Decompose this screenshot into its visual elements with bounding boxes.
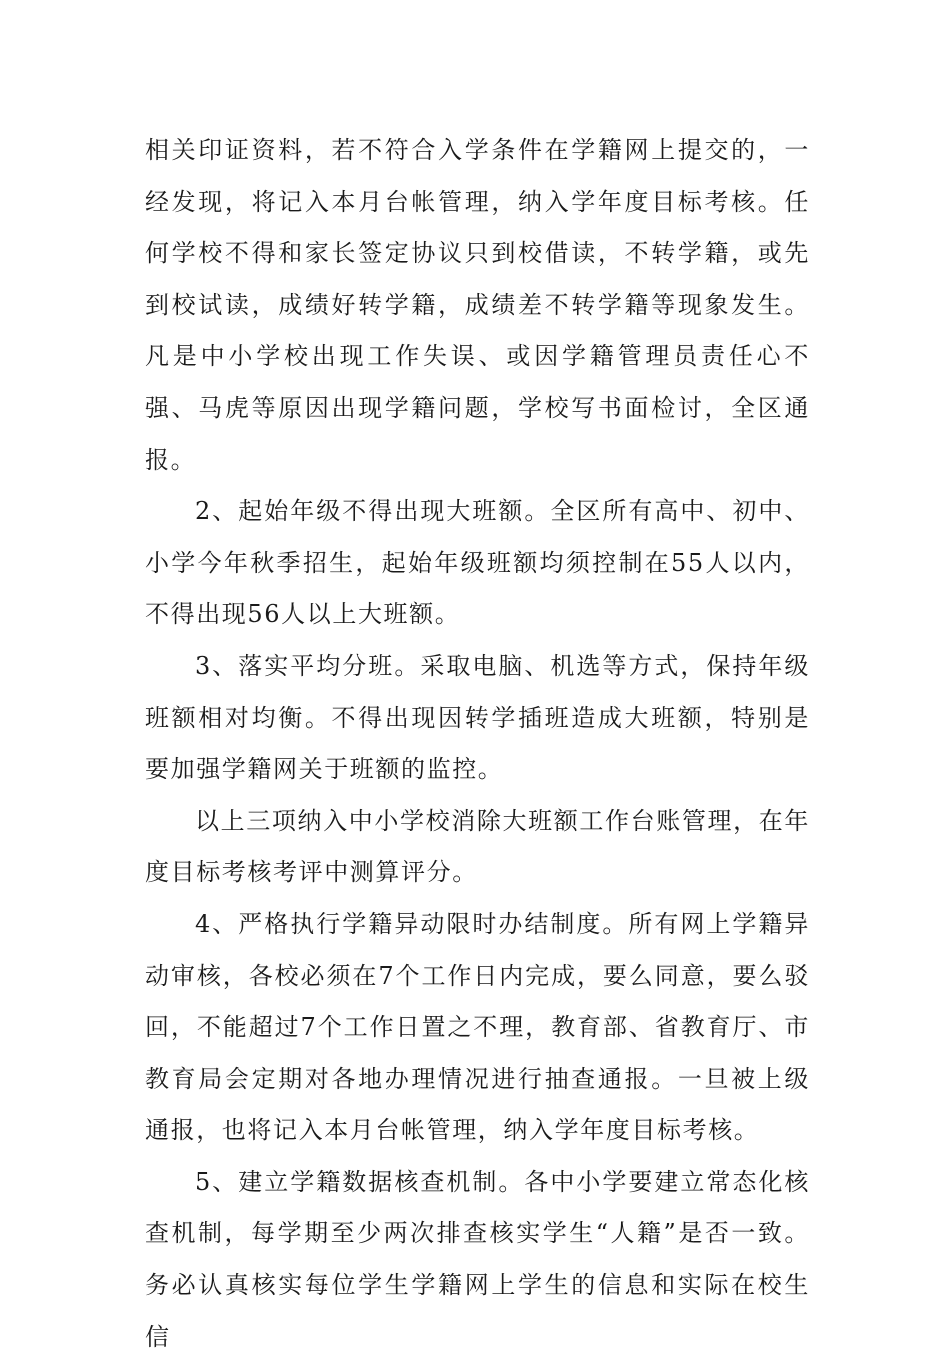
document-body (145, 125, 810, 1363)
paragraph-item-5: 5、建立学籍数据核查机制。各中小学要建立常态化核查机制，每学期至少两次排查核实学生“人籍”是否一致。务必认真核实每位学生学籍网上学生的信息和实际在校生信 (145, 1167, 810, 1351)
paragraph-continuation: 相关印证资料，若不符合入学条件在学籍网上提交的，一经发现，将记入本月台帐管理，纳入学年度目标考核。任何学校不得和家长签定协议只到校借读，不转学籍，或先到校试读，成绩好转学籍，成绩差不转学籍等现象发生。凡是中小学校出现工作失误、或因学籍管理员责任心不强、马虎等原因出现学籍问题，学校写书面检讨，全区通报。 (145, 136, 810, 474)
paragraph-item-2: 2、起始年级不得出现大班额。全区所有高中、初中、小学今年秋季招生，起始年级班额均须控制在55人以内，不得出现56人以上大班额。 (145, 497, 810, 629)
paragraph-item-4: 4、严格执行学籍异动限时办结制度。所有网上学籍异动审核，各校必须在7个工作日内完成，要么同意，要么驳回，不能超过7个工作日置之不理，教育部、省教育厅、市教育局会定期对各地办理情况进行抽查通报。一旦被上级通报，也将记入本月台帐管理，纳入学年度目标考核。 (145, 909, 810, 1145)
paragraph-item-3: 3、落实平均分班。采取电脑、机选等方式，保持年级班额相对均衡。不得出现因转学插班造成大班额，特别是要加强学籍网关于班额的监控。 (145, 651, 810, 784)
paragraph-summary: 以上三项纳入中小学校消除大班额工作台账管理，在年度目标考核考评中测算评分。 (145, 806, 810, 887)
